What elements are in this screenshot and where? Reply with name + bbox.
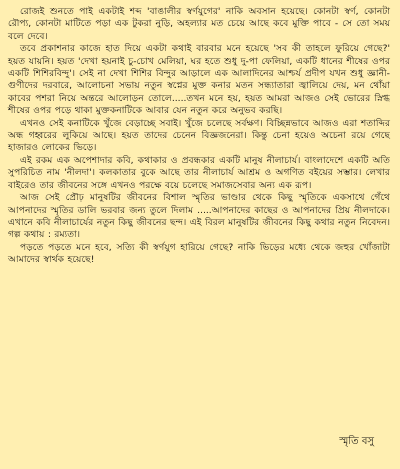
paragraph-golden-age-intro: রোজই শুনতে পাই একটাই শব্দ 'বাঙালীর স্বর্ণযুগের' নাকি অবসান হয়েছে। কোনটা স্বর্ণ, কোনটা রৌপ্য, কোনটা মাটিতে পড়া এক টুকরা নুড়ি, অহল্যার মত চেয়ে আছে কবে মুক্তি পাবে - সে তো সময় বলে দেবে। bbox=[8, 6, 390, 42]
paragraph-closing-question: পড়তে পড়তে মনে হবে, সত্যি কী স্বর্ণযুগ হারিয়ে গেছে? নাকি ভিড়ের মধ্যে থেকে জহুর খোঁজাটা আমাদের স্বার্থক হয়েছে! bbox=[8, 241, 390, 266]
paragraph-publication-reflection: তবে প্রকাশনার কাজে হাত দিয়ে একটা কথাই বারবার মনে হয়েছে 'সব কী তাহলে ফুরিয়ে গেছে?' হয়ত যায়নি। হয়ত 'দেখা হয়নাই চু-চোখ মেলিয়া, ঘর হতে শুধু দু-পা ফেলিয়া, একটি ধানের শীষের ওপর একটি শিশিরবিন্দু'। সেই না দেখা শিশির বিন্দুর আড়ালে এক আলাদিনের আশ্চর্য প্রদীপ যখন শুধু জ্ঞানী-গুণীদের দরবারে, আলোচনা সভায় নতুন স্বপ্নের মুক্ত কনার মতন সন্ধ্যাতারা জ্বালিয়ে দেয়, মন থোঁয়া কাবের পশরা নিয়ে অন্তরে আলোড়ন তোলে.....তখন মনে হয়, হয়ত আমরা আজও সেই ভোরের স্নিগ্ধ শীষের ওপর পড়ে থাকা মুক্তকনাটিকে আবার যেন নতুন করে অনুভব করছি। bbox=[8, 43, 390, 117]
paragraph-memories-offering: আজ সেই প্রৌঢ় মানুষটির জীবনের বিশাল স্মৃতির ভাণ্ডার থেকে কিছু স্মৃতিকে একসাথে গেঁথে আপনাদের স্মৃতির ডালি ভরবার জন্য তুলে দিলাম .....আপনাদের কাছের ও আপনাদের প্রিয় নীলদাকে। এখানে কবি নীলাচার্যের নতুন কিছু জীবনের ছন্দ। এই বিরল মানুষটির জীবনের কিছু কথার নতুন নিবেদন। গল্প কথায় : রম্যতা। bbox=[8, 192, 390, 241]
author-signature: স্মৃতি বসু bbox=[339, 436, 374, 447]
paragraph-nilacharya-intro: এই রকম এক অপেশাদার কবি, কথাকার ও প্রবন্ধকার একটি মানুষ নীলাচার্য। বাংলাদেশে একটি অতি সুপরিচিত নাম 'নীলদা'। কলকাতার বুকে আছে তার নীলাচার্য আশ্রম ও অগণিত বইয়ের সম্ভার। লেখার বাইরেও তার জীবনের সঙ্গে এখনও পরক্ষে বয়ে চলেছে সমাজসেবার অন্য এক রূপ। bbox=[8, 154, 390, 191]
paragraph-search-for-gems: এখনও সেই কনাটিকে খুঁজে বেড়াচ্ছে সবাই। খুঁজে চলেছে সর্বক্ষণ। বিচ্ছিন্নভাবে আজও এরা শতাব্দির অন্ধ গহ্বরের লুকিয়ে আছে। হয়ত তাদের চেনেন বিজ্ঞজনেরা। কিন্তু চেনা হয়েও অচেনা রয়ে গেছে হাজারও লোকের ভিড়ে। bbox=[8, 117, 390, 154]
